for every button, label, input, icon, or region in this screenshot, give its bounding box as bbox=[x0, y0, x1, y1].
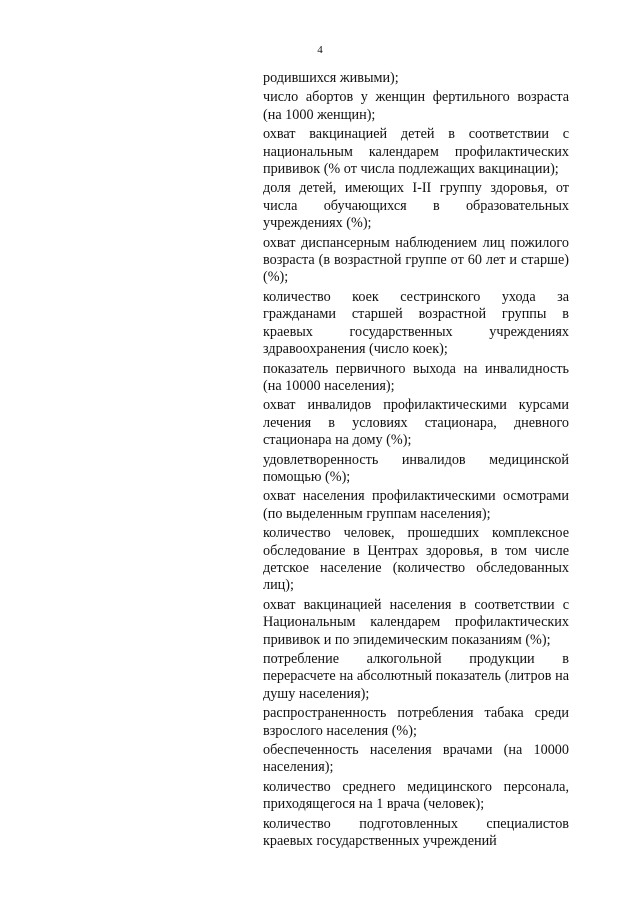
list-item: охват инвалидов профилактическими курсами лечения в условиях стационара, дневного стационара на дому (%); bbox=[263, 397, 569, 449]
page-number: 4 bbox=[317, 44, 323, 56]
list-item: количество коек сестринского ухода за гражданами старшей возрастной группы в краевых государственных учреждениях здравоохранения (число коек); bbox=[263, 288, 569, 358]
list-item: охват вакцинацией населения в соответствии с Национальным календарем профилактических прививок и по эпидемическим показаниям (%); bbox=[263, 596, 569, 648]
list-item: охват населения профилактическими осмотрами (по выделенным группам населения); bbox=[263, 488, 569, 522]
list-item: потребление алкогольной продукции в перерасчете на абсолютный показатель (литров на душу населения); bbox=[263, 651, 569, 702]
list-item: удовлетворенность инвалидов медицинской помощью (%); bbox=[263, 451, 569, 485]
list-item: количество человек, прошедших комплексное обследование в Центрах здоровья, в том числе детское население (количество обследованных лиц); bbox=[263, 525, 569, 594]
list-item: родившихся живыми); bbox=[263, 70, 399, 86]
list-item: охват диспансерным наблюдением лиц пожилого возраста (в возрастной группе от 60 лет и старше) (%); bbox=[263, 234, 569, 286]
list-item: обеспеченность населения врачами (на 10000 населения); bbox=[263, 742, 569, 776]
list-item: охват вакцинацией детей в соответствии с национальным календарем профилактических прививок (% от числа подлежащих вакцинации); bbox=[263, 126, 569, 178]
list-item: число абортов у женщин фертильного возраста (на 1000 женщин); bbox=[263, 89, 569, 123]
list-item: количество среднего медицинского персонала, приходящегося на 1 врача (человек); bbox=[263, 778, 569, 813]
list-item: количество подготовленных специалистов краевых государственных учреждений bbox=[263, 815, 569, 850]
list-item: распространенность потребления табака среди взрослого населения (%); bbox=[263, 705, 569, 739]
list-item: показатель первичного выхода на инвалидность (на 10000 населения); bbox=[263, 360, 569, 394]
list-item: доля детей, имеющих I-II группу здоровья, от числа обучающихся в образовательных учреждениях (%); bbox=[263, 180, 569, 232]
indicator-list bbox=[263, 70, 569, 852]
